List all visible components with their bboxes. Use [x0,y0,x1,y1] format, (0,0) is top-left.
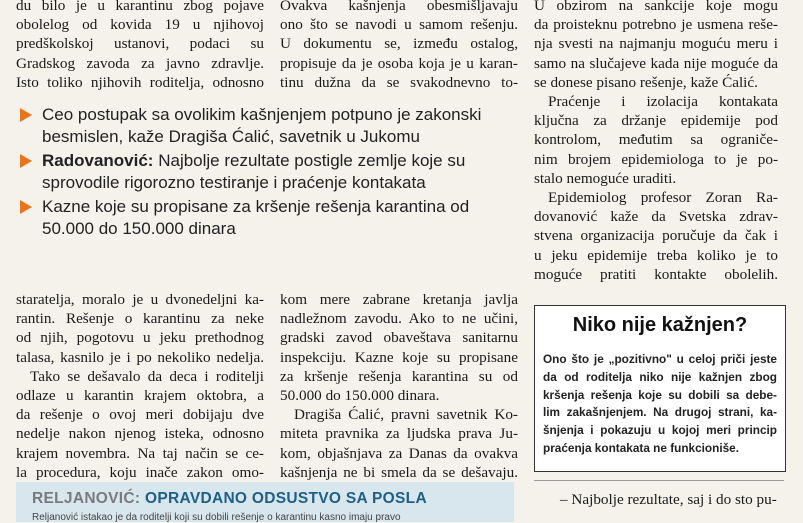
text-line: stvena organizacija poručuje da čak i [534,227,778,245]
text-line: nedelje nakon njenog isteka, odnosno [16,425,264,443]
text-line: nim brojem epidemiologa to je po- [534,150,778,168]
text-line: talasa, kasnilo je i po nekoliko nedelja. [16,348,264,366]
bottom-label-name: RELJANOVIĆ: [32,490,141,507]
text-line: moguće pratiti kontakte obolelih. [534,265,778,283]
highlight-item [16,104,522,147]
text-line: Isto toliko njihovih roditelja, odnosno [16,73,264,91]
sidebox-body [543,351,777,458]
text-line: za kršenje rešenja karantina su od [280,367,518,385]
bottom-label-title: OPRAVDANO ODSUSTVO SA POSLA [140,490,427,507]
text-line: staratelja, moralo je u dvonedeljni ka- [16,291,264,308]
text-line: obolelog od kovida 19 u njihovoj [16,16,264,34]
article-column-b-top [280,0,518,92]
sidebox-line: lim zakašnjenjem. Na drugoj strani, ka- [543,405,777,420]
highlight-bold: Radovanović: [42,151,154,170]
highlight-line: sprovodile rigorozno testiranje i praćenje kontakata [42,172,426,192]
highlight-line [42,150,522,172]
text-line: Praćenje i izolacija kontakata [548,93,778,111]
text-line: stalo nemoguće uraditi. [534,169,677,187]
sidebox-line: Ono što je „pozitivno" u celoj priči jeste [543,352,777,366]
bottom-cut-text: Reljanović istakao je da roditelji koji su dobili rešenje o karantinu kasno imaju pravo [32,512,401,523]
highlight-text: Najbolje rezultate postigle zemlje koje su [153,151,466,170]
text-line: ključna za držanje epidemije pod [534,112,778,130]
sidebox-line: praćenja kontakata ne funkcioniše. [543,440,740,455]
text-line: samo na slučajeve kada nije moguće da [534,54,778,72]
text-line: du bilo je u karantinu zbog pojave [16,0,264,14]
text-line: propisuje da je osoba koja je u karan- [280,54,518,72]
text-line: Tako se dešavalo da deca i roditelji [30,367,264,385]
article-column-b-bottom [280,290,518,482]
text-line: kontrolom, međutim sa ograniče- [534,131,778,149]
text-line: U dokumentu se, između ostalog, [280,35,518,53]
right-column-bottom [534,480,784,521]
text-line: Dragiša Ćalić, pravni savetnik Ko- [294,406,518,424]
text-line: Gradskog zavoda za javno zdravlje. [16,54,264,72]
sidebox-line: šnjenja i pokazuju u kojoj meri princip [543,423,777,438]
highlight-line: besmislen, kaže Dragiša Ćalić, savetnik u Jukomu [42,126,420,146]
text-line: u jeku epidemije treba koliko je to [534,246,778,264]
orange-arrow-icon [20,200,32,214]
highlight-item [16,150,522,193]
article-column-c [534,0,778,284]
highlight-line: Ceo postupak sa ovolikim kašnjenjem potpuno je zakonski [42,105,482,124]
text-line: kom, objašnjava za Danas da ovakva [280,444,518,462]
orange-arrow-icon [20,108,32,122]
orange-arrow-icon [20,154,32,168]
text-line: rantin. Rešenje o karantinu za neke [16,310,264,328]
text-line: krajem novembra. Na taj način se ce- [16,444,264,462]
highlight-line: Kazne koje su propisane za kršenje rešenja karantina od [42,197,470,216]
text-line: se donese pisano rešenje, kaže Ćalić. [534,73,758,91]
text-line: da rešenje o ovoj meri dobijaju dve [16,406,264,424]
text-line: od njih, pogotovu u jeku prethodnog [16,329,264,347]
text-line: nadležnom zavodu. Ako to ne učini, [280,310,518,328]
bottom-section-label [32,490,427,508]
text-line: Ovakva kašnjenja obesmišljavaju [280,0,518,14]
text-line: da proisteknu potrebno je usmena reše- [534,16,778,34]
text-line: U obzirom na sankcije koje mogu [534,0,778,14]
sidebox-title: Niko nije kažnjen? [572,314,748,336]
text-line: kom mere zabrane kretanja javlja [280,291,518,308]
sidebox [534,305,786,472]
text-line: la procedura, koju inače zakon omo- [16,463,264,481]
highlight-item [16,196,522,239]
text-line: dovanović kaže da Svetska zdrav- [534,208,778,226]
highlight-line: 50.000 do 150.000 dinara [42,218,236,238]
sidebox-line: da od roditelja niko nije kažnjen zbog [543,369,777,384]
text-line: kašnjenja ne bi smela da se dešavaju. [280,463,518,481]
article-column-a-top [16,0,264,92]
text-line: predškolskoj ustanovi, podaci su [16,35,264,53]
right-bottom-text: – Najbolje rezultate, saj i do sto pu- [560,491,777,508]
text-line: nja svesti na najmanju moguću meru i [534,35,778,53]
text-line: 50.000 do 150.000 dinara. [280,387,440,405]
text-line: gradski zavod obaveštava sanitarnu [280,329,518,347]
text-line: odlaze u karantin krajem oktobra, a [16,387,264,405]
text-line: inspekciju. Kazne koje su propisane [280,348,518,366]
text-line: ono što se navodi u samom rešenju. [280,16,518,34]
highlights-list [16,104,522,242]
article-column-a-bottom [16,290,264,482]
text-line: tinu dužna da se svakodnevno to- [280,73,518,91]
sidebox-line: kršenja rešenja koje su dobili sa debe- [543,387,777,402]
text-line: Epidemiolog profesor Zoran Ra- [548,189,778,207]
bottom-section-bar [16,482,514,522]
text-line: miteta pravnika za ljudska prava Ju- [280,425,518,443]
